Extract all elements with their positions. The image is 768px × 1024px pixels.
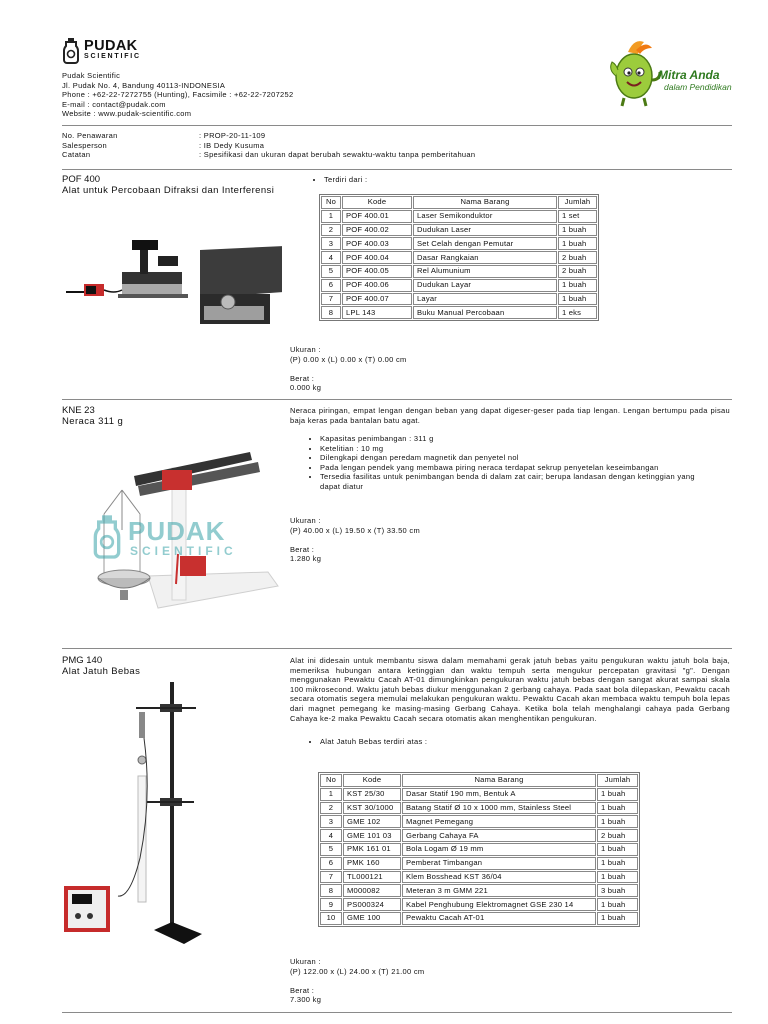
table-row	[321, 237, 597, 250]
cell: KST 30/1000	[343, 802, 401, 815]
product-bullet-block	[302, 737, 722, 747]
logo-main-text: PUDAK	[84, 38, 138, 54]
company-phone: Phone : +62-22-7272755 (Hunting), Facsimile : +62-22-7207252	[62, 90, 294, 100]
table-row	[320, 815, 638, 828]
table-row	[320, 898, 638, 911]
cell: 8	[321, 306, 341, 319]
table-row	[320, 788, 638, 801]
offer-meta	[62, 131, 562, 160]
cell: Dudukan Laser	[413, 224, 557, 237]
cell: 4	[320, 829, 342, 842]
cell: Klem Bosshead KST 36/04	[402, 871, 596, 884]
table-row	[321, 279, 597, 292]
cell: TL000121	[343, 871, 401, 884]
product-name: Neraca 311 g	[62, 416, 124, 427]
cell: Bola Logam Ø 19 mm	[402, 843, 596, 856]
divider	[62, 1012, 732, 1013]
cell: Dasar Statif 190 mm, Bentuk A	[402, 788, 596, 801]
cell: 1 buah	[558, 279, 597, 292]
meta-value: : Spesifikasi dan ukuran dapat berubah sewaktu-waktu tanpa pemberitahuan	[199, 150, 476, 160]
table-row	[320, 802, 638, 815]
cell: POF 400.06	[342, 279, 412, 292]
col-header: No	[320, 774, 342, 787]
company-address: Jl. Pudak No. 4, Bandung 40113-INDONESIA	[62, 80, 226, 90]
cell: Gerbang Cahaya FA	[402, 829, 596, 842]
cell: 6	[321, 279, 341, 292]
cell: Rel Alumunium	[413, 265, 557, 278]
company-website: Website : www.pudak-scientific.com	[62, 109, 192, 119]
cell: 1 buah	[558, 224, 597, 237]
cell: 2	[321, 224, 341, 237]
cell: 10	[320, 912, 342, 925]
table-row	[321, 224, 597, 237]
cell: Buku Manual Percobaan	[413, 306, 557, 319]
pudak-logo	[62, 38, 172, 66]
product-code: POF 400	[62, 174, 101, 185]
table-row	[321, 306, 597, 319]
cell: 1 buah	[597, 788, 638, 801]
cell: 1 buah	[558, 293, 597, 306]
table-row	[320, 884, 638, 897]
cell: 1 buah	[597, 843, 638, 856]
feature-item: • Tersedia fasilitas untuk penimbangan benda di dalam zat cair; berupa landasan dengan ketinggian yang dapat diatur	[320, 472, 712, 491]
product-code: KNE 23	[62, 405, 95, 416]
col-header: Jumlah	[597, 774, 638, 787]
size-block	[290, 516, 420, 564]
cell: 1 set	[558, 210, 597, 223]
mascot-logo	[606, 36, 734, 108]
table-row	[321, 293, 597, 306]
table-row	[320, 857, 638, 870]
meta-row	[62, 141, 562, 151]
size-block	[290, 957, 424, 1005]
divider	[62, 648, 732, 649]
table-row	[321, 251, 597, 264]
cell: PS000324	[343, 898, 401, 911]
cell: Kabel Penghubung Elektromagnet GSE 230 14	[402, 898, 596, 911]
cell: GME 102	[343, 815, 401, 828]
size-value: (P) 40.00 x (L) 19.50 x (T) 33.50 cm	[290, 525, 421, 535]
divider	[62, 399, 732, 400]
cell: PMK 161 01	[343, 843, 401, 856]
cell: POF 400.01	[342, 210, 412, 223]
table-row	[320, 912, 638, 925]
product-image-diffraction	[62, 232, 282, 342]
watermark-sub: SCIENTIFIC	[130, 544, 237, 558]
company-name: Pudak Scientific	[62, 71, 121, 80]
cell: Layar	[413, 293, 557, 306]
product-description: Alat ini didesain untuk membantu siswa dalam memahami gerak jatuh bebas yaitu pengukuran waktu jatuh bola baja, memeriksa hubungan antara ketinggian dan waktu tempuh serta mengukur percepatan gravitasi "g". Dengan menggunakan Pewaktu Cacah AT-01 dimungkinkan pengukuran waktu jatuh bebas dengan sangat akurat sampai skala 100 mikrosecond. Waktu jatuh bebas diukur menggunakan 2 gerbang cahaya. Pada saat bola dilepaskan, Pewaktu cacah secara otomatis segera memulai melakukan pengukuran waktu. Pewaktu Cacah akan membaca waktu tempuh bola lepas dari magnet pemegang ke masing-masing Gerbang Cahaya. Ketika bola telah menghalangi cahaya pada Gerbang Cahaya ke-2 maka Pewaktu Cacah secara otomatis akan menghentikan pengukuran.	[290, 656, 730, 723]
cell: 5	[321, 265, 341, 278]
weight-value: 7.300 kg	[290, 995, 322, 1005]
cell: KST 25/30	[343, 788, 401, 801]
bullet-item: • Terdiri dari :	[324, 175, 736, 185]
cell: Batang Statif Ø 10 x 1000 mm, Stainless Steel	[402, 802, 596, 815]
cell: 5	[320, 843, 342, 856]
watermark-logo	[92, 514, 292, 564]
divider	[62, 125, 732, 126]
feature-item: • Dilengkapi dengan peredam magnetik dan penyetel nol	[320, 453, 712, 463]
cell: Laser Semikonduktor	[413, 210, 557, 223]
cell: 1 buah	[597, 802, 638, 815]
cell: 3 buah	[597, 884, 638, 897]
table-row	[321, 210, 597, 223]
col-header: Nama Barang	[402, 774, 596, 787]
pudak-logo-icon	[62, 38, 80, 64]
product-bullet-block	[306, 175, 736, 185]
cell: M000082	[343, 884, 401, 897]
meta-value: : IB Dedy Kusuma	[199, 140, 265, 150]
col-header: Nama Barang	[413, 196, 557, 209]
weight-label: Berat :	[290, 544, 315, 554]
company-email: E-mail : contact@pudak.com	[62, 99, 166, 109]
cell: 2 buah	[597, 829, 638, 842]
mascot-slogan-2: dalam Pendidikan	[664, 82, 732, 92]
cell: Pewaktu Cacah AT-01	[402, 912, 596, 925]
product-image-free-fall	[62, 676, 288, 948]
cell: POF 400.02	[342, 224, 412, 237]
product-image-balance	[62, 428, 288, 642]
cell: Magnet Pemegang	[402, 815, 596, 828]
meta-row	[62, 131, 562, 141]
cell: 1 buah	[558, 237, 597, 250]
product-name: Alat Jatuh Bebas	[62, 666, 141, 677]
table-row	[320, 871, 638, 884]
cell: GME 100	[343, 912, 401, 925]
cell: 1	[321, 210, 341, 223]
feature-item: • Ketelitian : 10 mg	[320, 444, 712, 454]
cell: POF 400.05	[342, 265, 412, 278]
components-table	[319, 194, 599, 321]
meta-value: : PROP-20-11-109	[199, 131, 266, 140]
feature-item: • Kapasitas penimbangan : 311 g	[320, 434, 712, 444]
product-description: Neraca piringan, empat lengan dengan beban yang dapat digeser-geser pada tiap lengan. Lengan bertumpu pada pisau baja keras pada bantalan batu agat.	[290, 406, 730, 425]
cell: 2 buah	[558, 251, 597, 264]
size-label: Ukuran :	[290, 957, 321, 966]
size-value: (P) 122.00 x (L) 24.00 x (T) 21.00 cm	[290, 966, 425, 976]
cell: GME 101 03	[343, 829, 401, 842]
product-code: PMG 140	[62, 655, 103, 666]
cell: 1 buah	[597, 898, 638, 911]
col-header: Kode	[343, 774, 401, 787]
size-label: Ukuran :	[290, 516, 321, 525]
table-row	[320, 829, 638, 842]
cell: POF 400.07	[342, 293, 412, 306]
watermark-logo-icon	[92, 514, 122, 560]
weight-label: Berat :	[290, 985, 315, 995]
table-row	[321, 265, 597, 278]
cell: 7	[320, 871, 342, 884]
weight-value: 1.280 kg	[290, 554, 322, 564]
logo-sub-text: SCIENTIFIC	[84, 53, 141, 60]
cell: Pemberat Timbangan	[402, 857, 596, 870]
cell: Meteran 3 m GMM 221	[402, 884, 596, 897]
company-info	[62, 71, 362, 119]
cell: 4	[321, 251, 341, 264]
feature-list	[302, 434, 712, 492]
cell: 7	[321, 293, 341, 306]
bullet-item: • Alat Jatuh Bebas terdiri atas :	[320, 737, 722, 747]
table-row	[320, 843, 638, 856]
cell: POF 400.04	[342, 251, 412, 264]
weight-label: Berat :	[290, 373, 315, 383]
cell: LPL 143	[342, 306, 412, 319]
cell: 1	[320, 788, 342, 801]
size-block	[290, 345, 407, 393]
size-label: Ukuran :	[290, 345, 321, 354]
cell: Set Celah dengan Pemutar	[413, 237, 557, 250]
product-name: Alat untuk Percobaan Difraksi dan Interferensi	[62, 185, 275, 196]
cell: 6	[320, 857, 342, 870]
table-header-row	[320, 774, 638, 787]
cell: Dasar Rangkaian	[413, 251, 557, 264]
table-header-row	[321, 196, 597, 209]
col-header: Kode	[342, 196, 412, 209]
weight-value: 0.000 kg	[290, 383, 322, 393]
components-table	[318, 772, 640, 927]
cell: POF 400.03	[342, 237, 412, 250]
mascot-slogan-1: Mitra Anda	[658, 68, 720, 82]
meta-key: Salesperson	[62, 140, 107, 150]
cell: 1 buah	[597, 815, 638, 828]
cell: 2	[320, 802, 342, 815]
cell: 1 buah	[597, 871, 638, 884]
col-header: No	[321, 196, 341, 209]
cell: 8	[320, 884, 342, 897]
watermark-main: PUDAK	[128, 516, 226, 546]
cell: Dudukan Layar	[413, 279, 557, 292]
cell: 2 buah	[558, 265, 597, 278]
cell: 3	[320, 815, 342, 828]
cell: 1 eks	[558, 306, 597, 319]
feature-item: • Pada lengan pendek yang membawa piring neraca terdapat sekrup penyetelan keseimbangan	[320, 463, 712, 473]
cell: 3	[321, 237, 341, 250]
meta-key: Catatan	[62, 150, 91, 160]
cell: 1 buah	[597, 857, 638, 870]
col-header: Jumlah	[558, 196, 597, 209]
meta-row	[62, 150, 562, 160]
divider	[62, 169, 732, 170]
cell: 9	[320, 898, 342, 911]
cell: PMK 160	[343, 857, 401, 870]
meta-key: No. Penawaran	[62, 131, 118, 140]
size-value: (P) 0.00 x (L) 0.00 x (T) 0.00 cm	[290, 354, 407, 364]
cell: 1 buah	[597, 912, 638, 925]
